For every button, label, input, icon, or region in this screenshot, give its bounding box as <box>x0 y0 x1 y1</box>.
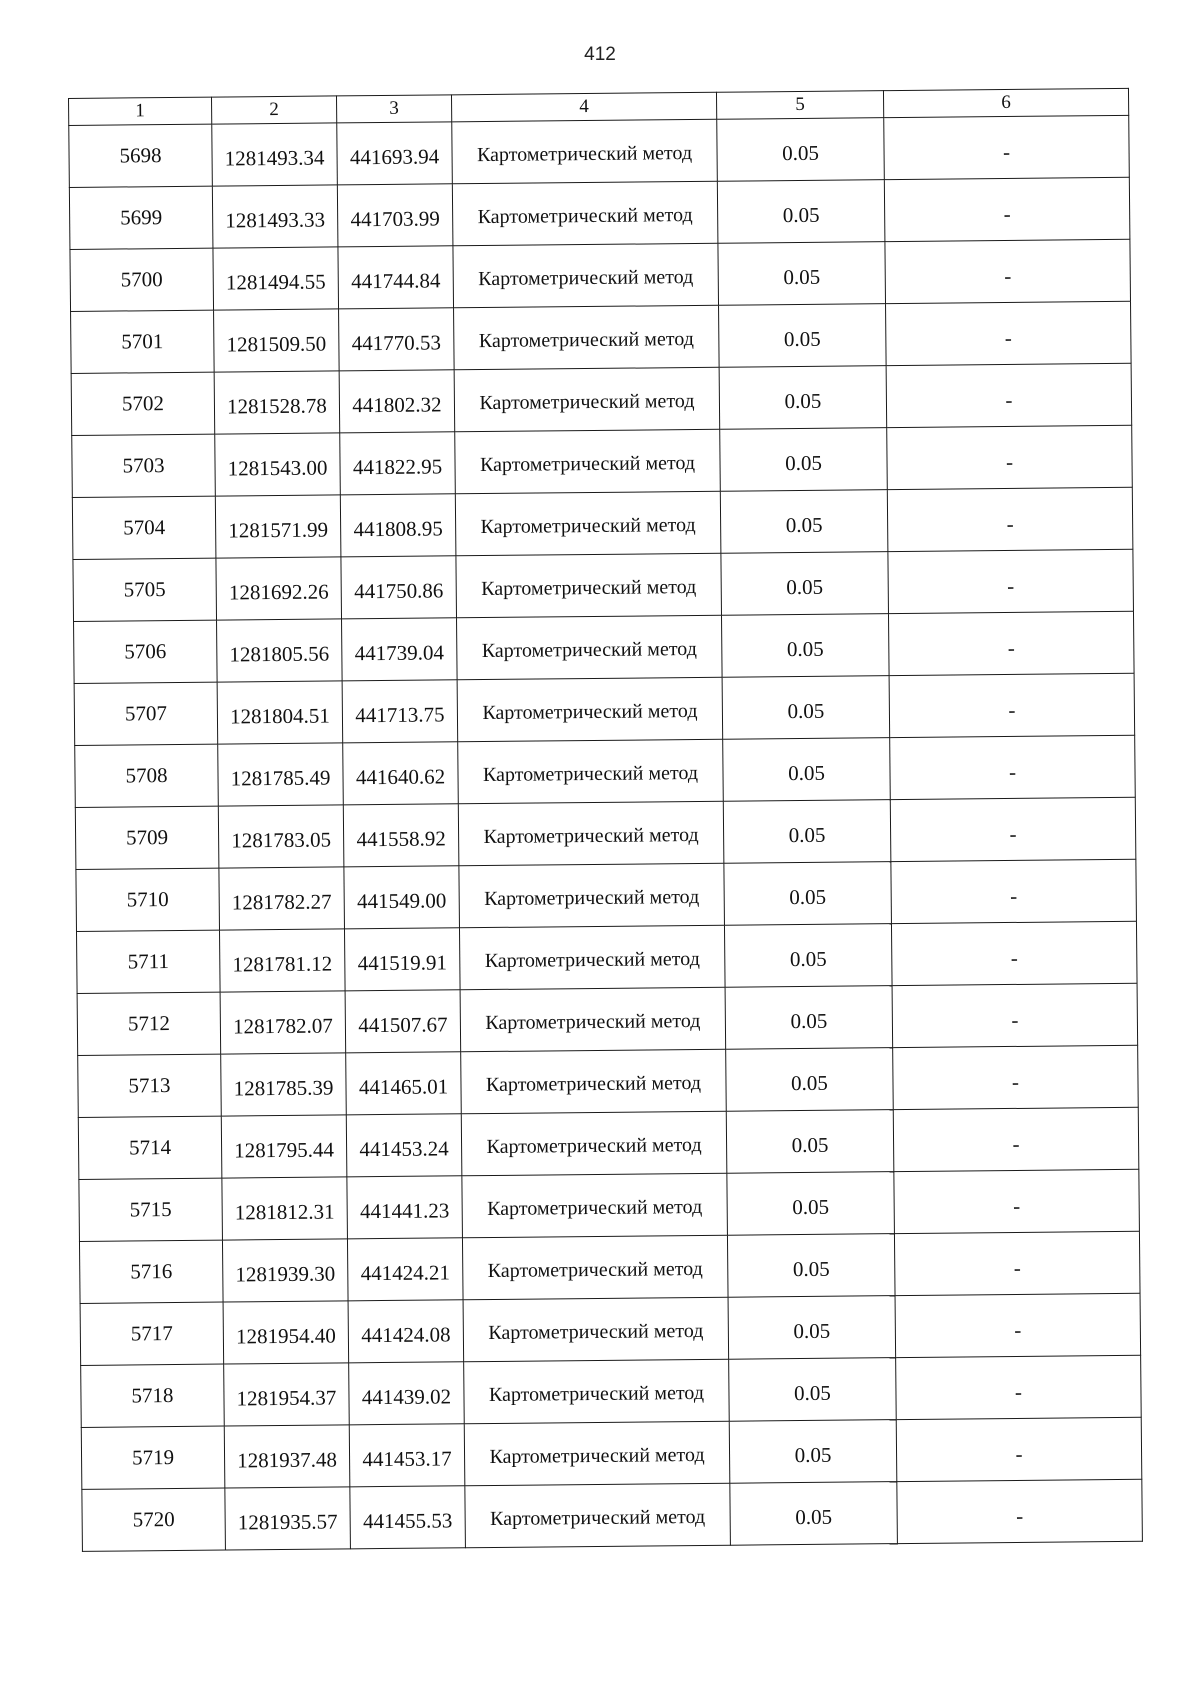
x-coordinate-cell: 1281781.12 <box>219 929 345 992</box>
note-cell: - <box>893 1045 1139 1109</box>
column-header: 1 <box>69 97 212 125</box>
point-number-cell: 5718 <box>81 1364 225 1427</box>
coordinates-table <box>68 88 1143 1552</box>
accuracy-cell: 0.05 <box>724 924 892 988</box>
y-coordinate-cell: 441770.53 <box>339 308 455 371</box>
y-coordinate-cell: 441453.17 <box>349 1424 465 1487</box>
x-coordinate-cell: 1281812.31 <box>222 1177 348 1240</box>
point-number-cell: 5705 <box>73 558 217 621</box>
method-cell: Картометрический метод <box>456 553 722 618</box>
x-coordinate-cell: 1281782.07 <box>220 991 346 1054</box>
table-row <box>70 239 1131 311</box>
accuracy-cell: 0.05 <box>726 1110 894 1174</box>
table-row <box>71 363 1132 435</box>
note-cell: - <box>887 487 1133 551</box>
accuracy-cell: 0.05 <box>719 304 887 368</box>
x-coordinate-cell: 1281493.34 <box>212 123 338 186</box>
note-cell: - <box>885 239 1131 303</box>
note-cell: - <box>897 1479 1143 1543</box>
table-row <box>76 859 1137 931</box>
x-coordinate-cell: 1281692.26 <box>216 557 342 620</box>
accuracy-cell: 0.05 <box>728 1296 896 1360</box>
point-number-cell: 5707 <box>74 682 218 745</box>
method-cell: Картометрический метод <box>455 491 721 556</box>
y-coordinate-cell: 441549.00 <box>344 866 460 929</box>
x-coordinate-cell: 1281528.78 <box>214 371 340 434</box>
accuracy-cell: 0.05 <box>720 490 888 554</box>
accuracy-cell: 0.05 <box>727 1172 895 1236</box>
method-cell: Картометрический метод <box>459 863 725 928</box>
column-header: 4 <box>451 92 716 122</box>
method-cell: Картометрический метод <box>465 1483 731 1548</box>
point-number-cell: 5712 <box>77 992 221 1055</box>
method-cell: Картометрический метод <box>462 1173 728 1238</box>
y-coordinate-cell: 441424.08 <box>348 1300 464 1363</box>
table-row <box>73 549 1134 621</box>
x-coordinate-cell: 1281805.56 <box>217 619 343 682</box>
accuracy-cell: 0.05 <box>724 862 892 926</box>
note-cell: - <box>893 1107 1139 1171</box>
point-number-cell: 5719 <box>81 1426 225 1489</box>
column-header: 6 <box>883 88 1128 117</box>
y-coordinate-cell: 441744.84 <box>338 246 454 309</box>
table-row <box>74 611 1135 683</box>
note-cell: - <box>891 921 1137 985</box>
note-cell: - <box>884 177 1130 241</box>
point-number-cell: 5709 <box>75 806 219 869</box>
accuracy-cell: 0.05 <box>722 676 890 740</box>
point-number-cell: 5703 <box>72 434 216 497</box>
method-cell: Картометрический метод <box>464 1421 730 1486</box>
accuracy-cell: 0.05 <box>725 986 893 1050</box>
accuracy-cell: 0.05 <box>723 800 891 864</box>
point-number-cell: 5714 <box>78 1116 222 1179</box>
method-cell: Картометрический метод <box>461 1049 727 1114</box>
accuracy-cell: 0.05 <box>727 1234 895 1298</box>
method-cell: Картометрический метод <box>460 987 726 1052</box>
page-number: 412 <box>584 44 616 65</box>
method-cell: Картометрический метод <box>461 1111 727 1176</box>
point-number-cell: 5700 <box>70 248 214 311</box>
table-row <box>78 1045 1139 1117</box>
y-coordinate-cell: 441439.02 <box>349 1362 465 1425</box>
method-cell: Картометрический метод <box>454 305 720 370</box>
method-cell: Картометрический метод <box>459 925 725 990</box>
accuracy-cell: 0.05 <box>720 428 888 492</box>
table-row <box>69 177 1130 249</box>
note-cell: - <box>890 797 1136 861</box>
point-number-cell: 5706 <box>74 620 218 683</box>
y-coordinate-cell: 441739.04 <box>342 618 458 681</box>
y-coordinate-cell: 441424.21 <box>347 1238 463 1301</box>
table-row <box>71 301 1132 373</box>
table-row <box>79 1231 1140 1303</box>
accuracy-cell: 0.05 <box>729 1420 897 1484</box>
x-coordinate-cell: 1281782.27 <box>219 867 345 930</box>
column-header: 2 <box>211 96 336 124</box>
x-coordinate-cell: 1281954.40 <box>223 1301 349 1364</box>
table-row <box>77 983 1138 1055</box>
point-number-cell: 5702 <box>71 372 215 435</box>
coordinates-table-container <box>68 88 1142 1552</box>
table-row <box>81 1417 1142 1489</box>
note-cell: - <box>891 859 1137 923</box>
note-cell: - <box>894 1231 1140 1295</box>
point-number-cell: 5713 <box>78 1054 222 1117</box>
method-cell: Картометрический метод <box>462 1235 728 1300</box>
note-cell: - <box>892 983 1138 1047</box>
note-cell: - <box>896 1417 1142 1481</box>
table-row <box>77 921 1138 993</box>
table-row <box>81 1355 1142 1427</box>
point-number-cell: 5704 <box>72 496 216 559</box>
method-cell: Картометрический метод <box>458 739 724 804</box>
note-cell: - <box>890 735 1136 799</box>
x-coordinate-cell: 1281571.99 <box>215 495 341 558</box>
accuracy-cell: 0.05 <box>723 738 891 802</box>
point-number-cell: 5701 <box>71 310 215 373</box>
note-cell: - <box>894 1169 1140 1233</box>
method-cell: Картометрический метод <box>458 801 724 866</box>
y-coordinate-cell: 441441.23 <box>347 1176 463 1239</box>
x-coordinate-cell: 1281509.50 <box>214 309 340 372</box>
y-coordinate-cell: 441507.67 <box>345 990 461 1053</box>
accuracy-cell: 0.05 <box>730 1482 898 1546</box>
method-cell: Картометрический метод <box>453 243 719 308</box>
x-coordinate-cell: 1281785.49 <box>218 743 344 806</box>
y-coordinate-cell: 441822.95 <box>340 432 456 495</box>
table-row <box>74 673 1135 745</box>
point-number-cell: 5715 <box>79 1178 223 1241</box>
note-cell: - <box>895 1293 1141 1357</box>
accuracy-cell: 0.05 <box>726 1048 894 1112</box>
method-cell: Картометрический метод <box>455 429 721 494</box>
note-cell: - <box>889 673 1135 737</box>
x-coordinate-cell: 1281935.57 <box>225 1487 351 1550</box>
x-coordinate-cell: 1281795.44 <box>221 1115 347 1178</box>
y-coordinate-cell: 441713.75 <box>342 680 458 743</box>
note-cell: - <box>888 611 1134 675</box>
method-cell: Картометрический метод <box>452 181 718 246</box>
note-cell: - <box>884 115 1130 179</box>
method-cell: Картометрический метод <box>463 1297 729 1362</box>
accuracy-cell: 0.05 <box>721 552 889 616</box>
method-cell: Картометрический метод <box>464 1359 730 1424</box>
y-coordinate-cell: 441455.53 <box>350 1486 466 1549</box>
accuracy-cell: 0.05 <box>721 614 889 678</box>
note-cell: - <box>886 363 1132 427</box>
x-coordinate-cell: 1281804.51 <box>217 681 343 744</box>
x-coordinate-cell: 1281494.55 <box>213 247 339 310</box>
y-coordinate-cell: 441465.01 <box>346 1052 462 1115</box>
point-number-cell: 5699 <box>69 186 213 249</box>
column-header: 5 <box>716 91 883 120</box>
method-cell: Картометрический метод <box>457 677 723 742</box>
y-coordinate-cell: 441640.62 <box>343 742 459 805</box>
table-row <box>75 797 1136 869</box>
point-number-cell: 5710 <box>76 868 220 931</box>
point-number-cell: 5708 <box>75 744 219 807</box>
table-row <box>82 1479 1143 1551</box>
x-coordinate-cell: 1281937.48 <box>224 1425 350 1488</box>
table-row <box>72 425 1133 497</box>
table-body <box>69 115 1143 1551</box>
column-header: 3 <box>336 95 451 123</box>
accuracy-cell: 0.05 <box>718 242 886 306</box>
x-coordinate-cell: 1281543.00 <box>215 433 341 496</box>
table-row <box>80 1293 1141 1365</box>
note-cell: - <box>896 1355 1142 1419</box>
method-cell: Картометрический метод <box>454 367 720 432</box>
y-coordinate-cell: 441750.86 <box>341 556 457 619</box>
point-number-cell: 5698 <box>69 124 213 187</box>
x-coordinate-cell: 1281493.33 <box>212 185 338 248</box>
x-coordinate-cell: 1281785.39 <box>221 1053 347 1116</box>
y-coordinate-cell: 441802.32 <box>339 370 455 433</box>
point-number-cell: 5711 <box>77 930 221 993</box>
table-row <box>75 735 1136 807</box>
accuracy-cell: 0.05 <box>717 180 885 244</box>
point-number-cell: 5717 <box>80 1302 224 1365</box>
x-coordinate-cell: 1281939.30 <box>222 1239 348 1302</box>
y-coordinate-cell: 441558.92 <box>343 804 459 867</box>
x-coordinate-cell: 1281783.05 <box>218 805 344 868</box>
y-coordinate-cell: 441703.99 <box>337 184 453 247</box>
table-row <box>78 1107 1139 1179</box>
method-cell: Картометрический метод <box>457 615 723 680</box>
point-number-cell: 5720 <box>82 1488 226 1551</box>
point-number-cell: 5716 <box>79 1240 223 1303</box>
table-row <box>69 115 1130 187</box>
y-coordinate-cell: 441693.94 <box>337 122 453 185</box>
table-row <box>72 487 1133 559</box>
note-cell: - <box>887 425 1133 489</box>
y-coordinate-cell: 441453.24 <box>346 1114 462 1177</box>
y-coordinate-cell: 441519.91 <box>344 928 460 991</box>
table-row <box>79 1169 1140 1241</box>
note-cell: - <box>886 301 1132 365</box>
note-cell: - <box>888 549 1134 613</box>
accuracy-cell: 0.05 <box>719 366 887 430</box>
accuracy-cell: 0.05 <box>729 1358 897 1422</box>
x-coordinate-cell: 1281954.37 <box>224 1363 350 1426</box>
y-coordinate-cell: 441808.95 <box>340 494 456 557</box>
method-cell: Картометрический метод <box>452 119 718 184</box>
accuracy-cell: 0.05 <box>717 118 885 182</box>
